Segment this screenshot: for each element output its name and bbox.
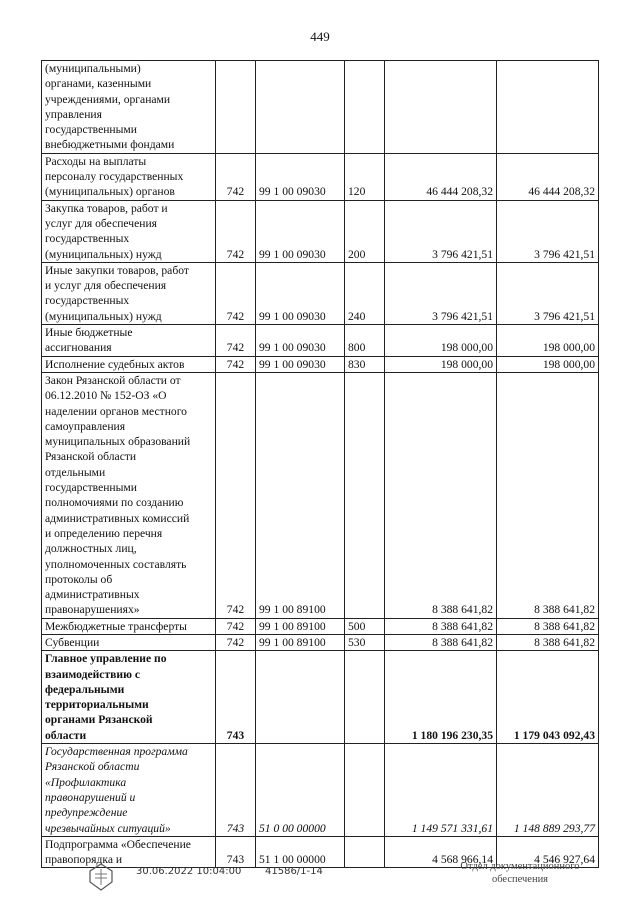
table-row — [42, 634, 599, 650]
row-target-code: 51 0 00 00000 — [256, 744, 345, 837]
budget-table — [41, 60, 599, 868]
row-target-code: 99 1 00 09030 — [256, 262, 345, 324]
table-row — [42, 618, 599, 634]
row-ved-code: 742 — [216, 372, 256, 618]
row-name: Закупка товаров, работ и услуг для обеспечения государственных (муниципальных) нужд — [42, 200, 216, 262]
row-name: Субвенции — [42, 634, 216, 650]
row-name: Иные бюджетные ассигнования — [42, 325, 216, 357]
row-amount-year1: 46 444 208,32 — [385, 153, 497, 200]
row-name: Закон Рязанской области от 06.12.2010 № 152-ОЗ «О наделении органов местного самоуправления муниципальных образований Рязанской области отдельными государственными полномочиями по созданию административных комиссий и определению перечня должностных лиц, уполномоченных составлять протоколы об административных правонарушениях» — [42, 372, 216, 618]
row-amount-year2: 4 546 927,64 — [497, 836, 599, 868]
table-row — [42, 372, 599, 618]
row-target-code: 99 1 00 09030 — [256, 325, 345, 357]
row-ved-code: 742 — [216, 356, 256, 372]
row-amount-year2: 8 388 641,82 — [497, 634, 599, 650]
row-ved-code: 742 — [216, 262, 256, 324]
table-row — [42, 356, 599, 372]
row-expense-type — [345, 61, 385, 154]
row-amount-year2: 198 000,00 — [497, 325, 599, 357]
row-target-code: 99 1 00 09030 — [256, 356, 345, 372]
row-amount-year1: 4 568 966,14 — [385, 836, 497, 868]
row-amount-year1: 8 388 641,82 — [385, 372, 497, 618]
row-amount-year2: 1 179 043 092,43 — [497, 651, 599, 744]
row-ved-code: 742 — [216, 153, 256, 200]
row-ved-code: 742 — [216, 618, 256, 634]
print-datetime: 30.06.2022 10:04:00 — [136, 866, 242, 877]
row-expense-type — [345, 744, 385, 837]
row-amount-year2: 3 796 421,51 — [497, 262, 599, 324]
table-row — [42, 153, 599, 200]
row-amount-year1: 3 796 421,51 — [385, 200, 497, 262]
row-amount-year1: 198 000,00 — [385, 325, 497, 357]
row-expense-type — [345, 651, 385, 744]
row-expense-type: 830 — [345, 356, 385, 372]
row-target-code: 99 1 00 09030 — [256, 153, 345, 200]
row-expense-type: 120 — [345, 153, 385, 200]
row-target-code — [256, 61, 345, 154]
row-amount-year2: 8 388 641,82 — [497, 372, 599, 618]
row-name: Иные закупки товаров, работ и услуг для обеспечения государственных (муниципальных) нужд — [42, 262, 216, 324]
row-ved-code: 742 — [216, 634, 256, 650]
row-name: Межбюджетные трансферты — [42, 618, 216, 634]
row-ved-code — [216, 61, 256, 154]
coat-of-arms-icon — [86, 862, 116, 895]
row-amount-year2: 46 444 208,32 — [497, 153, 599, 200]
row-target-code: 99 1 00 09030 — [256, 200, 345, 262]
row-name: Исполнение судебных актов — [42, 356, 216, 372]
row-expense-type — [345, 372, 385, 618]
page-number: 449 — [310, 29, 330, 44]
row-amount-year1: 8 388 641,82 — [385, 634, 497, 650]
row-name: Расходы на выплаты персоналу государственных (муниципальных) органов — [42, 153, 216, 200]
budget-table-body — [42, 61, 599, 868]
row-target-code: 51 1 00 00000 — [256, 836, 345, 868]
row-target-code — [256, 651, 345, 744]
row-target-code: 99 1 00 89100 — [256, 372, 345, 618]
row-expense-type: 800 — [345, 325, 385, 357]
registration-number: 41586/1-14 — [265, 866, 323, 877]
row-expense-type: 500 — [345, 618, 385, 634]
table-row — [42, 262, 599, 324]
row-amount-year1: 1 149 571 331,61 — [385, 744, 497, 837]
row-amount-year1: 8 388 641,82 — [385, 618, 497, 634]
row-amount-year2: 198 000,00 — [497, 356, 599, 372]
row-name: Главное управление по взаимодействию с федеральными территориальными органами Рязанской области — [42, 651, 216, 744]
row-target-code: 99 1 00 89100 — [256, 618, 345, 634]
row-ved-code: 743 — [216, 744, 256, 837]
row-name: Государственная программа Рязанской области «Профилактика правонарушений и предупреждение чрезвычайных ситуаций» — [42, 744, 216, 837]
row-amount-year2: 1 148 889 293,77 — [497, 744, 599, 837]
row-amount-year1 — [385, 61, 497, 154]
row-amount-year1: 1 180 196 230,35 — [385, 651, 497, 744]
row-amount-year2: 8 388 641,82 — [497, 618, 599, 634]
row-target-code: 99 1 00 89100 — [256, 634, 345, 650]
row-amount-year2: 3 796 421,51 — [497, 200, 599, 262]
row-expense-type: 530 — [345, 634, 385, 650]
table-row — [42, 325, 599, 357]
row-name: Подпрограмма «Обеспечение правопорядка и — [42, 836, 216, 868]
row-amount-year2 — [497, 61, 599, 154]
row-ved-code: 742 — [216, 200, 256, 262]
row-ved-code: 743 — [216, 651, 256, 744]
row-name: (муниципальными) органами, казенными учреждениями, органами управления государственными внебюджетными фондами — [42, 61, 216, 154]
row-ved-code: 743 — [216, 836, 256, 868]
row-expense-type: 200 — [345, 200, 385, 262]
row-amount-year1: 198 000,00 — [385, 356, 497, 372]
document-footer — [0, 860, 640, 900]
department-stamp: Отдел документационного обеспечения — [460, 861, 580, 885]
row-ved-code: 742 — [216, 325, 256, 357]
row-expense-type: 240 — [345, 262, 385, 324]
table-row — [42, 651, 599, 744]
table-row — [42, 744, 599, 837]
row-amount-year1: 3 796 421,51 — [385, 262, 497, 324]
table-row — [42, 200, 599, 262]
table-row — [42, 61, 599, 154]
